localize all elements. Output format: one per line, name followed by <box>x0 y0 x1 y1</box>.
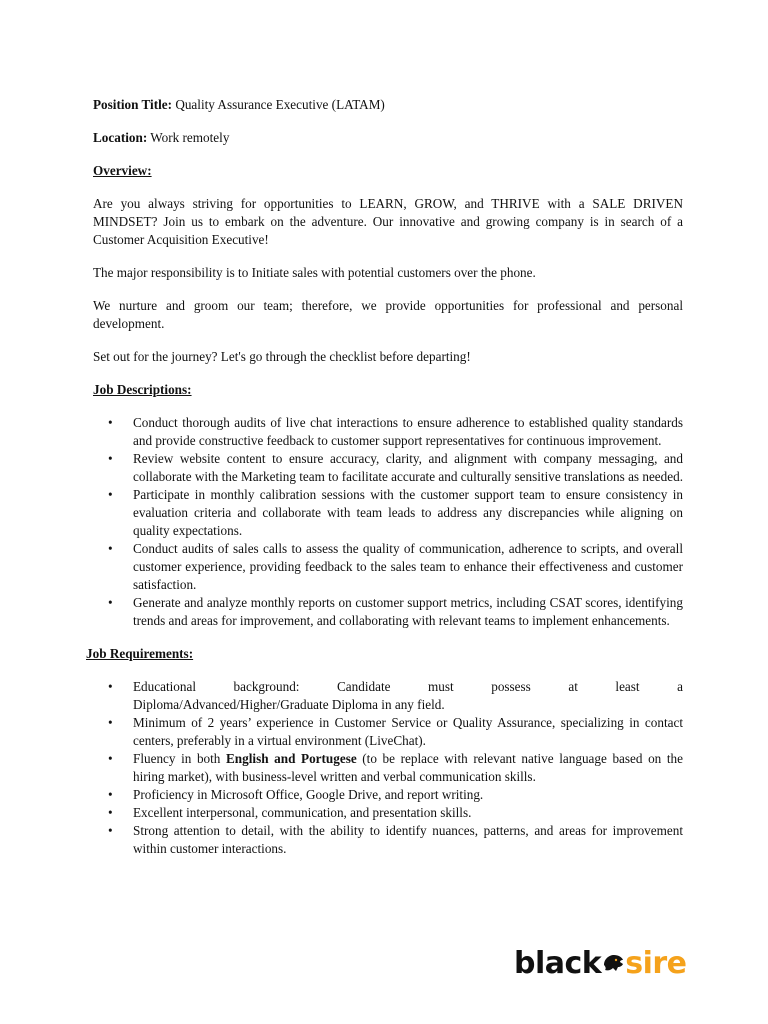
list-item: • Proficiency in Microsoft Office, Google Drive, and report writing. <box>93 786 683 804</box>
list-item <box>93 678 683 714</box>
overview-paragraph: Are you always striving for opportunities to LEARN, GROW, and THRIVE with a SALE DRIVEN MINDSET? Join us to embark on the adventure. Our innovative and growing company is in search of a Customer Acquisition Executive! <box>93 196 683 247</box>
list-item: • Minimum of 2 years’ experience in Customer Service or Quality Assurance, specializing in contact centers, preferably in a virtual environment (LiveChat). <box>93 714 683 750</box>
overview-paragraph: We nurture and groom our team; therefore, we provide opportunities for professional and personal development. <box>93 298 683 331</box>
logo-text-sire: sire <box>625 946 687 981</box>
position-title-value: Quality Assurance Executive (LATAM) <box>172 97 385 112</box>
list-item: • Generate and analyze monthly reports on customer support metrics, including CSAT scores, identifying trends and areas for improvement, and collaborating with relevant teams to implement enhancements. <box>93 594 683 630</box>
position-title <box>93 96 683 114</box>
list-item: • Review website content to ensure accuracy, clarity, and alignment with company messaging, and collaborate with the Marketing team to facilitate accurate and culturally sensitive translations as needed. <box>93 450 683 486</box>
requirement-line: Diploma/Advanced/Higher/Graduate Diploma in any field. <box>133 697 445 712</box>
panther-head-icon <box>601 951 625 975</box>
overview-heading: Overview: <box>93 163 152 178</box>
company-logo <box>514 946 687 982</box>
list-item: • Excellent interpersonal, communication, and presentation skills. <box>93 804 683 822</box>
requirement-line: • Educational background: Candidate must possess at least a <box>133 679 683 694</box>
language-emphasis: English and Portugese <box>226 751 357 766</box>
list-item: • Conduct thorough audits of live chat interactions to ensure adherence to established quality standards and provide constructive feedback to customer support representatives for continuous improvement. <box>93 414 683 450</box>
list-item: • Participate in monthly calibration sessions with the customer support team to ensure consistency in evaluation criteria and collaborate with team leads to address any discrepancies while aligning on quality expectations. <box>93 486 683 540</box>
location <box>93 129 683 147</box>
overview-paragraph: The major responsibility is to Initiate sales with potential customers over the phone. <box>93 265 536 280</box>
document-body <box>86 96 683 873</box>
job-descriptions-list <box>93 414 683 630</box>
requirement-text: (to be replace with relevant native language based on the hiring market), with business-level written and verbal communication skills. <box>133 751 683 784</box>
location-value: Work remotely <box>147 130 230 145</box>
list-item: • Strong attention to detail, with the ability to identify nuances, patterns, and areas for improvement within customer interactions. <box>93 822 683 858</box>
list-item: • Conduct audits of sales calls to assess the quality of communication, adherence to scripts, and overall customer experience, providing feedback to the sales team to enhance their effectiveness and customer satisfaction. <box>93 540 683 594</box>
location-label: Location: <box>93 130 148 145</box>
position-title-label: Position Title: <box>93 97 173 112</box>
job-descriptions-heading: Job Descriptions: <box>93 382 192 397</box>
job-requirements-list <box>93 678 683 858</box>
overview-paragraph: Set out for the journey? Let's go through the checklist before departing! <box>93 349 471 364</box>
requirement-text: Fluency in both <box>133 751 227 766</box>
list-item <box>93 750 683 786</box>
logo-text-black: black <box>514 946 602 981</box>
job-requirements-heading: Job Requirements: <box>86 646 194 661</box>
